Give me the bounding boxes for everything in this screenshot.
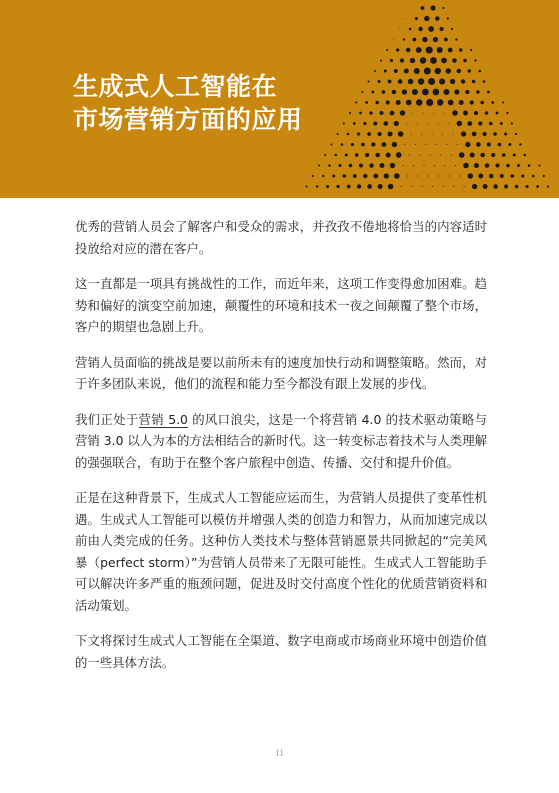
halftone-dot [409, 28, 412, 31]
halftone-dot [487, 91, 490, 94]
halftone-dot [390, 111, 395, 116]
halftone-dot [444, 38, 448, 42]
halftone-dot [388, 184, 394, 190]
halftone-dot [367, 132, 371, 136]
halftone-dot [377, 132, 381, 136]
halftone-dot [526, 185, 529, 188]
halftone-dot [511, 122, 513, 124]
halftone-dot [328, 164, 331, 167]
halftone-dot [392, 142, 397, 147]
halftone-dot [459, 48, 462, 51]
halftone-dot [453, 186, 454, 187]
halftone-dot [504, 133, 507, 136]
halftone-dot [480, 101, 484, 105]
halftone-dot [498, 143, 502, 147]
paragraph-5: 正是在这种背景下，生成式人工智能应运而生，为营销人员提供了变革性机遇。生成式人工智能可以模仿并增强人类的创造力和智力，从而加速完成以前由人类完成的任务。这种仿人类技术与整体营销愿景共同掀起的“完美风暴（perfect storm）”为营销人员带来了无限可能性。生成式人工智能助手可以解决许多严重的瓶颈问题，促进及时交付高度个性化的优质营销资料和活动策划。 [75, 490, 487, 613]
halftone-dot [404, 69, 409, 74]
halftone-dot [399, 29, 400, 30]
halftone-dot [418, 78, 424, 84]
halftone-dot [384, 70, 387, 73]
halftone-dot [368, 81, 370, 83]
halftone-dot [428, 26, 434, 32]
halftone-dot [357, 184, 361, 188]
halftone-dot [420, 57, 426, 63]
halftone-dot [487, 142, 491, 146]
halftone-dot [396, 48, 399, 51]
halftone-dot [515, 133, 517, 135]
halftone-dot [513, 153, 516, 156]
halftone-dot [436, 144, 437, 145]
halftone-dot [479, 70, 482, 73]
halftone-dot [345, 153, 348, 156]
halftone-dot [442, 134, 443, 135]
halftone-dot [433, 37, 438, 42]
halftone-dot [463, 163, 469, 169]
halftone-dot [353, 174, 357, 178]
halftone-dot [414, 68, 420, 74]
halftone-dot [396, 152, 402, 158]
halftone-dot [468, 69, 472, 73]
halftone-dot [394, 173, 400, 179]
halftone-dot [421, 134, 422, 135]
halftone-dot [430, 5, 435, 10]
halftone-dot [444, 113, 445, 114]
halftone-dot [495, 163, 499, 167]
halftone-dot [409, 155, 410, 156]
halftone-dot [478, 174, 483, 179]
halftone-dot [438, 123, 439, 124]
title-line-1: 生成式人工智能在 [73, 72, 278, 101]
halftone-dot [426, 46, 433, 53]
halftone-dot [472, 132, 477, 137]
halftone-dot [454, 89, 459, 94]
halftone-dot [369, 111, 372, 114]
halftone-dot [437, 47, 443, 53]
halftone-dot [500, 122, 503, 125]
header-banner [0, 0, 559, 198]
halftone-dot [394, 69, 398, 73]
halftone-dot [423, 165, 424, 166]
halftone-dot [470, 152, 475, 157]
halftone-dot [434, 165, 435, 166]
halftone-dot [422, 89, 429, 96]
paragraph-1: 优秀的营销人员会了解客户和受众的需求，并孜孜不倦地将恰当的内容适时投放给对应的潜在客户。 [75, 219, 487, 256]
paragraph-4-start: 我们正处于 [75, 411, 139, 427]
halftone-dot [413, 38, 417, 42]
halftone-dot [483, 80, 486, 83]
halftone-dot [422, 37, 427, 42]
halftone-dot [435, 68, 441, 74]
halftone-dot [432, 186, 433, 187]
halftone-dot [406, 100, 412, 106]
halftone-dot [453, 134, 454, 135]
halftone-dot [384, 173, 389, 178]
halftone-dot [442, 7, 444, 9]
halftone-dot [483, 132, 487, 136]
halftone-dot [413, 165, 414, 166]
halftone-dot [373, 122, 377, 126]
halftone-dot [538, 164, 540, 166]
halftone-dot [452, 58, 457, 63]
halftone-dot [423, 113, 424, 114]
halftone-dot [375, 153, 380, 158]
halftone-dot [437, 99, 443, 105]
article-body [75, 216, 487, 687]
halftone-dot [448, 100, 454, 106]
halftone-dot [430, 155, 431, 156]
halftone-dot [363, 174, 367, 178]
halftone-dot [472, 80, 476, 84]
halftone-dot [324, 154, 326, 156]
halftone-dot [465, 90, 469, 94]
halftone-dot [521, 174, 524, 177]
halftone-dot [418, 27, 422, 31]
halftone-dot [411, 134, 412, 135]
halftone-dot [417, 175, 418, 176]
halftone-dot [464, 186, 465, 187]
halftone-dot [406, 48, 411, 53]
halftone-dot [411, 186, 412, 187]
halftone-dot [402, 165, 403, 166]
halftone-dot [390, 163, 395, 168]
halftone-dot [476, 90, 480, 94]
halftone-dot [508, 143, 511, 146]
halftone-dot [408, 79, 414, 85]
halftone-dot [332, 175, 335, 178]
halftone-dot [463, 59, 466, 62]
halftone-dot [472, 184, 477, 189]
halftone-dot [373, 174, 378, 179]
halftone-dot [326, 185, 329, 188]
halftone-dot [532, 175, 535, 178]
halftone-dot [359, 112, 362, 115]
halftone-dot [493, 184, 497, 188]
halftone-dot [382, 142, 387, 147]
halftone-dot [382, 90, 386, 94]
halftone-dot [363, 122, 366, 125]
halftone-dot [398, 131, 404, 137]
halftone-dot [483, 184, 488, 189]
halftone-dot [425, 144, 426, 145]
paragraph-4 [75, 409, 487, 474]
halftone-dot [430, 57, 437, 64]
halftone-dot [334, 154, 337, 157]
halftone-dot [386, 49, 388, 51]
halftone-dot [451, 155, 452, 156]
halftone-dot [330, 144, 332, 146]
halftone-dot [511, 174, 515, 178]
halftone-dot [443, 186, 444, 187]
halftone-dot [485, 111, 489, 115]
halftone-dot [355, 102, 357, 104]
halftone-dot [491, 153, 495, 157]
halftone-dot [446, 68, 451, 73]
halftone-dot [422, 186, 423, 187]
halftone-dot [450, 79, 455, 84]
halftone-dot [361, 143, 365, 147]
halftone-dot [426, 99, 433, 106]
halftone-dot [449, 175, 450, 176]
marketing-5-link[interactable]: 营销 5.0 [138, 411, 188, 427]
halftone-dot [465, 142, 470, 147]
halftone-dot [367, 184, 372, 189]
halftone-dot [415, 17, 418, 20]
halftone-dot [421, 6, 425, 10]
halftone-dot [337, 133, 339, 135]
halftone-dot [493, 132, 497, 136]
halftone-dot [459, 152, 465, 158]
halftone-dot [398, 79, 403, 84]
halftone-dot [312, 175, 314, 177]
halftone-dot [517, 164, 520, 167]
halftone-dot [407, 175, 408, 176]
halftone-dot [392, 90, 396, 94]
halftone-dot [390, 59, 393, 62]
halftone-dot [468, 173, 473, 178]
halftone-dot [347, 133, 350, 136]
halftone-dot [413, 113, 414, 114]
halftone-dot [459, 175, 460, 176]
halftone-dot [351, 143, 354, 146]
halftone-dot [504, 185, 508, 189]
halftone-dot [316, 185, 318, 187]
halftone-dot [547, 185, 549, 187]
halftone-dot [349, 164, 352, 167]
halftone-dot [361, 91, 363, 93]
halftone-dot [424, 68, 431, 75]
halftone-dot [438, 175, 439, 176]
halftone-dot [357, 132, 360, 135]
halftone-dot [419, 155, 420, 156]
halftone-dot [384, 121, 389, 126]
halftone-dot [428, 175, 429, 176]
halftone-dot [386, 152, 391, 157]
halftone-dot [443, 89, 449, 95]
paragraph-4-rest: 的风口浪尖，这是一个将营销 4.0 的技术驱动策略与营销 3.0 以人为本的方法相结合的新时代。这一转变标志着技术与人类理解的强强联合，有助于在整个客户旅程中创造、传播、交付和提升价值。 [75, 411, 487, 470]
halftone-dot [402, 89, 407, 94]
title-line-2: 市场营销方面的应用 [73, 105, 303, 134]
halftone-dot [455, 165, 456, 166]
paragraph-3: 营销人员面临的挑战是要以前所未有的速度加快行动和调整策略。然而，对于许多团队来说，他们的流程和能力至今都没有跟上发展的步伐。 [75, 354, 487, 391]
halftone-dot [417, 123, 418, 124]
halftone-dot [448, 123, 449, 124]
halftone-dot [470, 100, 474, 104]
halftone-dot [502, 101, 504, 103]
halftone-dot [353, 122, 356, 125]
halftone-dot [379, 111, 383, 115]
halftone-dot [474, 111, 478, 115]
halftone-dot [380, 60, 382, 62]
halftone-dot [441, 58, 447, 64]
halftone-dot [491, 101, 494, 104]
halftone-dot [416, 99, 422, 105]
halftone-dot [447, 17, 449, 19]
halftone-dot [404, 144, 405, 145]
halftone-dot [523, 154, 526, 157]
halftone-dot [424, 16, 429, 21]
halftone-dot [394, 121, 399, 126]
halftone-dot [474, 59, 476, 61]
halftone-dot [432, 134, 433, 135]
halftone-dot [427, 123, 428, 124]
halftone-dot [459, 100, 464, 105]
halftone-dot [496, 112, 499, 115]
halftone-dot [489, 122, 493, 126]
halftone-dot [452, 110, 458, 116]
halftone-dot [463, 111, 468, 116]
halftone-dot [355, 153, 359, 157]
halftone-dot [400, 58, 404, 62]
paragraph-6: 下文将探讨生成式人工智能在全渠道、数字电商或市场商业环境中创造价值的一些具体方法。 [75, 633, 487, 670]
halftone-dot [455, 38, 457, 40]
halftone-dot [457, 144, 458, 145]
halftone-dot [485, 163, 490, 168]
halftone-dot [528, 164, 531, 167]
halftone-dot [405, 18, 406, 19]
halftone-dot [457, 69, 461, 73]
halftone-dot [412, 8, 413, 9]
halftone-dot [440, 155, 441, 156]
halftone-dot [365, 101, 368, 104]
halftone-dot [380, 163, 385, 168]
halftone-dot [474, 163, 479, 168]
halftone-dot [506, 164, 510, 168]
halftone-dot [365, 153, 369, 157]
halftone-dot [519, 143, 521, 145]
halftone-dot [435, 16, 439, 20]
halftone-dot [428, 78, 435, 85]
halftone-dot [480, 153, 485, 158]
halftone-dot [515, 185, 519, 189]
halftone-dot [444, 165, 445, 166]
halftone-dot [448, 48, 453, 53]
halftone-dot [412, 89, 418, 95]
halftone-dot [489, 174, 493, 178]
page-number: 11 [275, 748, 284, 758]
halftone-dot [415, 144, 416, 145]
halftone-dot [347, 185, 351, 189]
halftone-dot [536, 185, 539, 188]
halftone-dot [343, 123, 345, 125]
halftone-dot [401, 186, 402, 187]
halftone-dot [400, 110, 405, 115]
halftone-dot [374, 70, 376, 72]
halftone-dot [467, 121, 472, 126]
halftone-dot [341, 143, 344, 146]
halftone-dot [378, 80, 381, 83]
halftone-dot [375, 101, 378, 104]
halftone-dot [369, 163, 373, 167]
halftone-dot [502, 153, 506, 157]
halftone-dot [403, 38, 405, 40]
halftone-dot [396, 100, 401, 105]
halftone-dot [359, 164, 363, 168]
halftone-dot [393, 39, 394, 40]
halftone-dot [416, 47, 422, 53]
halftone-dot [349, 112, 351, 114]
halftone-dot [322, 175, 324, 177]
halftone-dot [478, 121, 482, 125]
halftone-dot [457, 121, 462, 126]
halftone-dot [372, 91, 375, 94]
halftone-dot [343, 174, 346, 177]
halftone-dot [318, 165, 320, 167]
halftone-dot [440, 27, 444, 31]
halftone-dot [461, 79, 465, 83]
halftone-dot [543, 175, 545, 177]
halftone-dot [336, 185, 339, 188]
halftone-dot [410, 58, 415, 63]
halftone-dot [378, 184, 383, 189]
halftone-dot [439, 78, 445, 84]
page-title [73, 70, 303, 136]
halftone-dot [388, 132, 393, 137]
halftone-dot [406, 123, 407, 124]
halftone-dot [306, 186, 308, 188]
halftone-dot [339, 164, 342, 167]
halftone-dot [476, 142, 481, 147]
halftone-dot [433, 89, 440, 96]
halftone-dot [371, 142, 375, 146]
halftone-dot [500, 174, 504, 178]
halftone-dot [446, 144, 447, 145]
halftone-dot [434, 113, 435, 114]
halftone-dot [470, 49, 472, 51]
halftone-dot [461, 131, 466, 136]
halftone-dot [386, 100, 390, 104]
halftone-dot [388, 80, 392, 84]
halftone-dot [451, 28, 453, 30]
halftone-dot [506, 112, 508, 114]
paragraph-2: 这一直都是一项具有挑战性的工作，而近年来，这项工作变得愈加困难。趋势和偏好的演变空前加速，颠覆性的环境和技术一夜之间颠覆了整个市场，客户的期望也急剧上升。 [75, 276, 487, 334]
